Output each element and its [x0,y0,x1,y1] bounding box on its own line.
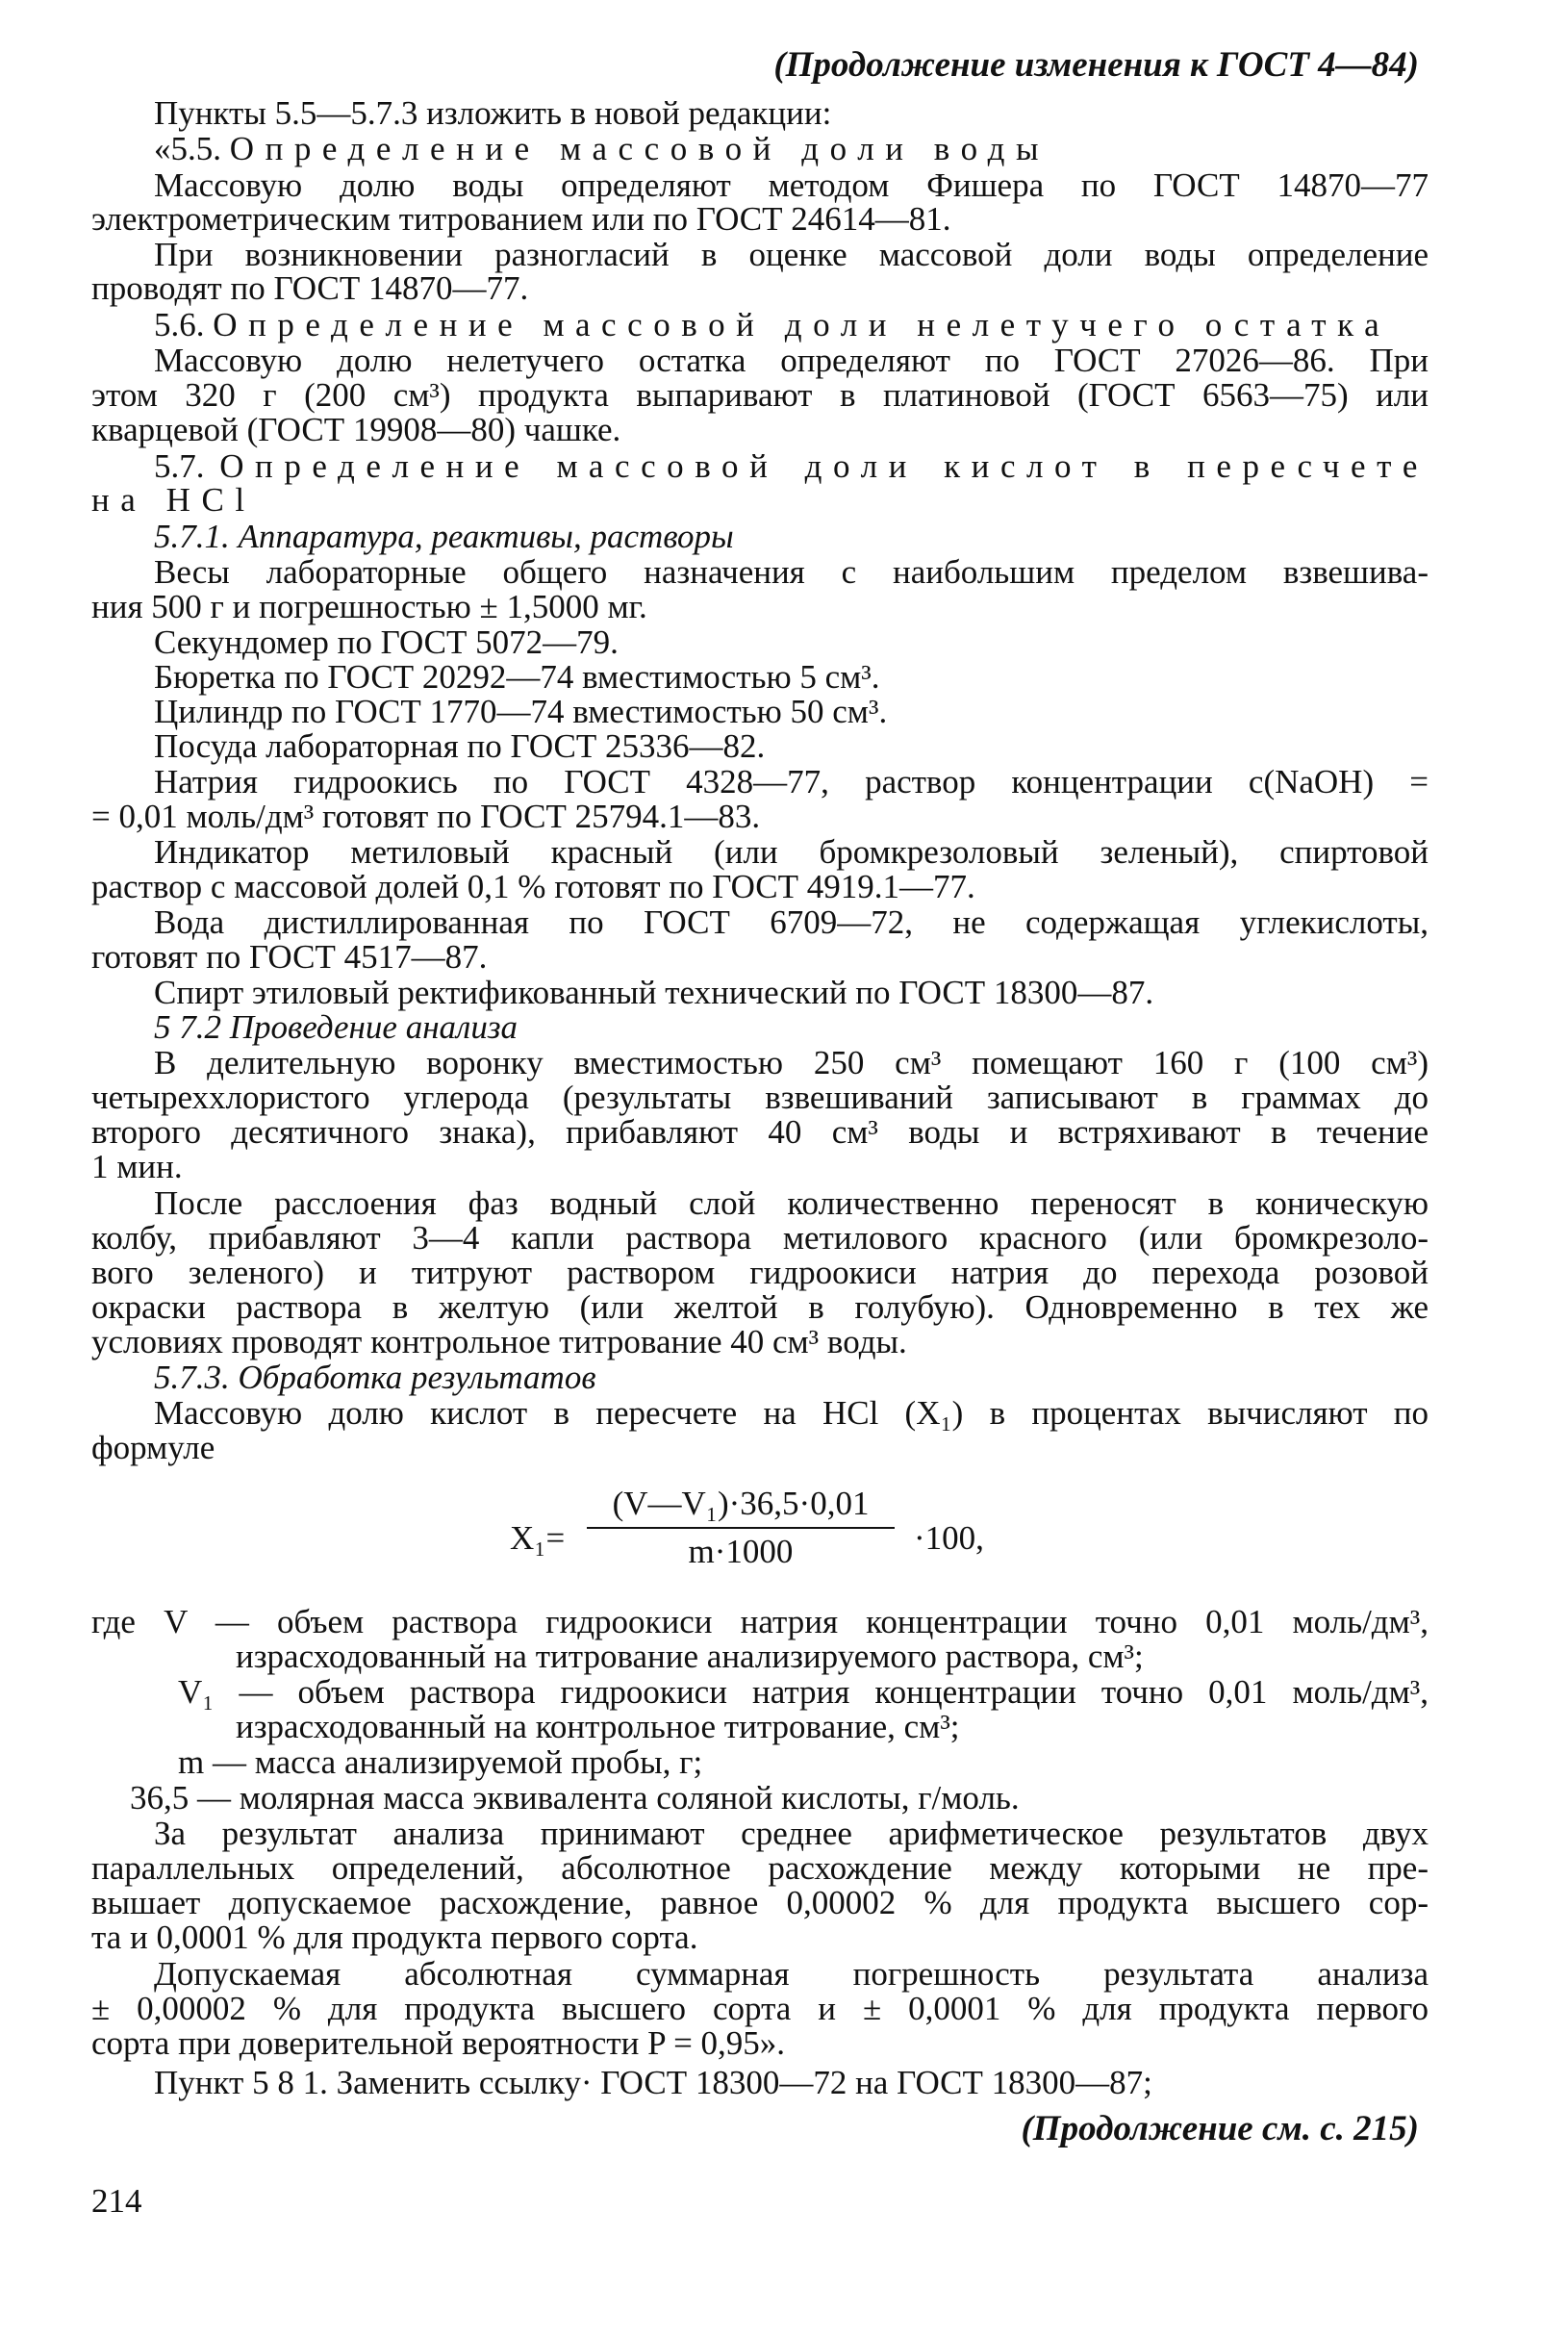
text-line: второго десятичного знака), прибавляют 40 см³ воды и встряхивают в течение [91,1113,1429,1151]
section-5-7-heading [154,449,1429,483]
legend-line: израсходованный на контрольное титрование, см³; [236,1708,960,1745]
fraction-bar [587,1527,895,1529]
text-line: ± 0,00002 % для продукта высшего сорта и ± 0,0001 % для продукта первого [91,1990,1429,2027]
page-number: 214 [91,2182,142,2220]
continuation-note: (Продолжение см. с. 215) [1021,2109,1419,2148]
text-line: Массовую долю воды определяют методом Фишера по ГОСТ 14870—77 [154,166,1429,204]
text-line: Массовую долю нелетучего остатка определяют по ГОСТ 27026—86. При [154,342,1429,379]
text-line: За результат анализа принимают среднее арифметическое результатов двух [154,1815,1429,1852]
text-line: раствор с массовой долей 0,1 % готовят по ГОСТ 4919.1—77. [91,868,975,905]
section-title-continued: на HCl [91,481,256,519]
text-line: Секундомер по ГОСТ 5072—79. [154,623,619,661]
text-line: готовят по ГОСТ 4517—87. [91,938,488,976]
section-5-5-heading [154,132,1050,165]
text-line: Индикатор метиловый красный (или бромкрезоловый зеленый), спиртовой [154,833,1429,871]
text-line: После расслоения фаз водный слой количественно переносят в коническую [154,1184,1429,1222]
text-line: При возникновении разногласий в оценке массовой доли воды определение [154,236,1429,273]
text-line: окраски раствора в желтую (или желтой в голубую). Одновременно в тех же [91,1288,1429,1326]
text-line: Пункт 5 8 1. Заменить ссылку· ГОСТ 18300—72 на ГОСТ 18300—87; [154,2064,1152,2101]
text-line: Допускаемая абсолютная суммарная погрешность результата анализа [154,1955,1429,1993]
text-line: условиях проводят контрольное титрование 40 см³ воды. [91,1323,907,1360]
text-line: Цилиндр по ГОСТ 1770—74 вместимостью 50 см³. [154,693,888,730]
text-line: ния 500 г и погрешностью ± 1,5000 мг. [91,588,647,625]
section-title: Определение массовой доли кислот в пересчете [219,447,1429,485]
section-title: Определение массовой доли воды [229,130,1050,167]
text-line: четыреххлористого углерода (результаты взвешиваний записывают в граммах до [91,1079,1429,1116]
section-title: Определение массовой доли нелетучего остатка [213,306,1391,343]
text-line: Вода дистиллированная по ГОСТ 6709—72, не содержащая углекислоты, [154,903,1429,941]
formula-lhs: X₁= [510,1519,566,1557]
legend-line: 36,5 — молярная масса эквивалента соляной кислоты, г/моль. [130,1779,1020,1817]
formula-factor: ·100, [914,1519,984,1557]
section-5-6-heading [154,308,1390,342]
text-line: кварцевой (ГОСТ 19908—80) чашке. [91,411,621,448]
text-line: Весы лабораторные общего назначения с наибольшим пределом взвешива- [154,553,1429,591]
text-line: В делительную воронку вместимостью 250 см³ помещают 160 г (100 см³) [154,1044,1429,1081]
legend-line: израсходованный на титрование анализируемого раствора, см³; [236,1638,1144,1675]
subsection-heading: 5.7.3. Обработка результатов [154,1359,596,1396]
text-line: проводят по ГОСТ 14870—77. [91,269,529,307]
subsection-heading: 5.7.1. Аппаратура, реактивы, растворы [154,518,734,555]
text-line: параллельных определений, абсолютное расхождение между которыми не пре- [91,1849,1429,1887]
text-line: 1 мин. [91,1148,183,1185]
text-line: колбу, прибавляют 3—4 капли раствора метилового красного (или бромкрезоло- [91,1219,1429,1257]
section-number: 5.6. [154,306,205,343]
section-number: 5.7. [154,447,205,485]
text-line: Бюретка по ГОСТ 20292—74 вместимостью 5 см³. [154,658,880,696]
text-line: Массовую долю кислот в пересчете на HCl (X₁) в процентах вычисляют по [154,1394,1429,1432]
text-line: электрометрическим титрованием или по ГОСТ 24614—81. [91,200,951,238]
text-line: Спирт этиловый ректификованный технический по ГОСТ 18300—87. [154,974,1154,1011]
text-line: та и 0,0001 % для продукта первого сорта. [91,1919,698,1956]
text-line: формуле [91,1429,215,1466]
text-line: сорта при доверительной вероятности P = 0,95». [91,2024,786,2062]
legend-line: где V — объем раствора гидроокиси натрия концентрации точно 0,01 моль/дм³, [91,1603,1429,1640]
text-line: вого зеленого) и титруют раствором гидроокиси натрия до перехода розовой [91,1254,1429,1291]
formula-numerator: (V—V₁)·36,5·0,01 [612,1485,870,1522]
formula [510,1487,1049,1592]
text-line: этом 320 г (200 см³) продукта выпаривают в платиновой (ГОСТ 6563—75) или [91,376,1429,414]
subsection-heading: 5 7.2 Проведение анализа [154,1008,518,1046]
formula-denominator: m·1000 [688,1533,794,1570]
legend-line: V₁ — объем раствора гидроокиси натрия концентрации точно 0,01 моль/дм³, [178,1673,1429,1711]
text-line: = 0,01 моль/дм³ готовят по ГОСТ 25794.1—83. [91,798,761,835]
text-line: Натрия гидроокись по ГОСТ 4328—77, раствор концентрации с(NaOH) = [154,763,1429,801]
legend-line: m — масса анализируемой пробы, г; [178,1743,703,1781]
intro-line: Пункты 5.5—5.7.3 изложить в новой редакции: [154,94,832,132]
running-title: (Продолжение изменения к ГОСТ 4—84) [773,45,1419,85]
text-line: вышает допускаемое расхождение, равное 0,00002 % для продукта высшего сор- [91,1884,1429,1921]
text-line: Посуда лабораторная по ГОСТ 25336—82. [154,727,766,765]
section-number: «5.5. [154,130,221,167]
